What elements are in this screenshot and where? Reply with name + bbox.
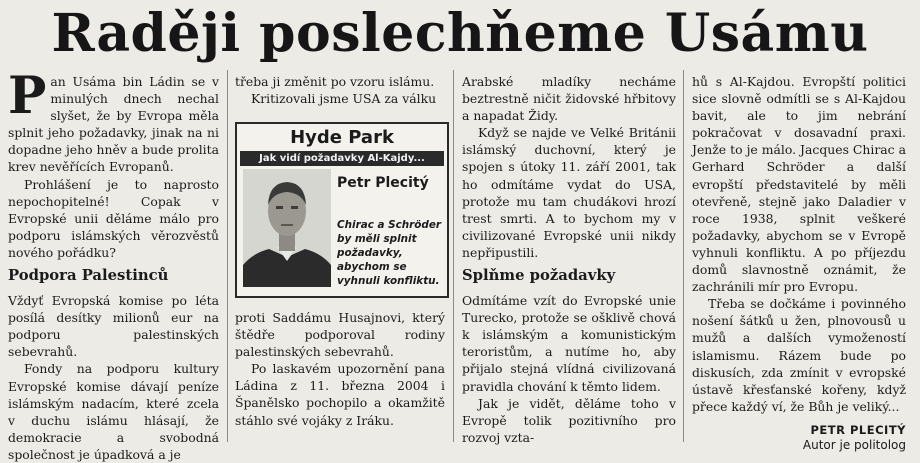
column-rule xyxy=(453,70,454,442)
section-heading: Podpora Palestinců xyxy=(8,267,169,285)
box-subtitle: Jak vidí požadavky Al-Kajdy... xyxy=(240,151,444,166)
paragraph: Třeba se dočkáme i povinného nošení šátků u žen, plnovousů u mužů a dalších vymožeností islamismu. Rázem bude po diskusích, zda zmínit v evropské ústavě křesťanské kořeny, když přece každý ví, že Bůh je veliký... xyxy=(692,296,906,414)
author-photo xyxy=(243,169,331,287)
box-author: Petr Plecitý xyxy=(337,175,429,191)
paragraph: proti Saddámu Husajnovi, který štědře podporoval rodiny palestinských sebevrahů. xyxy=(235,310,445,360)
column-rule xyxy=(683,70,684,442)
paragraph: Odmítáme vzít do Evropské unie Turecko, protože se ošklivě chová k islámským a komunistickým teroristům, a nutíme ho, aby přijalo stejná vlídná civilizovaná pravidla chování k těmto lidem. xyxy=(462,293,676,394)
author-role: Autor je politolog xyxy=(802,437,906,452)
paragraph: Prohlášení je to naprosto nepochopitelné! Copak v Evropské unii děláme málo pro podporu islámských věrozvěstů nového pořádku? xyxy=(8,176,219,260)
paragraph: Po laskavém upozornění pana Ládina z 11. března 2004 i Španělsko pochopilo a okamžitě stáhlo své vojáky z Iráku. xyxy=(235,361,445,428)
column-2-bottom xyxy=(235,309,445,429)
paragraph: hů s Al-Kajdou. Evropští politici sice slovně odmítli se s Al-Kajdou bavit, ale to jim nebrání pokračovat v dosavadní praxi. Jenže to je málo. Jacques Chirac a Gerhard Schröder a další evropští představitelé by měli otevřeně, stejně jako Daladier v roce 1938, splnit veškeré požadavky, abychom se v Evropě vyhnuli konfliktu. A po příjezdu domů slavnostně oznámit, že zachránili mír pro Evropu. xyxy=(692,74,906,295)
paragraph: třeba ji změnit po vzoru islámu. xyxy=(235,74,435,89)
signature xyxy=(692,423,906,453)
paragraph: Když se najde ve Velké Británii islámský duchovní, který je spojen s útoky 11. září 2001, tak ho odmítáme vydat do USA, protože mu tam chudákovi hrozí trest smrti. A to bychom my v civilizované Evropské unii nikdy nepřipustili. xyxy=(462,125,676,260)
box-quote: Chirac a Schröder by měli splnit požadavky, abychom se vyhnuli konfliktu. xyxy=(337,219,442,287)
column-1 xyxy=(8,66,219,463)
lead-paragraph: Pan Usáma bin Ládin se v minulých dnech nechal slyšet, že by Evropa měla splnit jeho požadavky, jinak na ni dopadne jeho hněv a bude prolita krev nevěřících Evropanů. xyxy=(8,66,219,175)
paragraph: Vždyť Evropská komise po léta posílá desítky milionů eur na podporu palestinských sebevrahů. xyxy=(8,293,219,360)
paragraph: Arabské mladíky necháme beztrestně ničit židovské hřbitovy a napadat Židy. xyxy=(462,74,676,124)
column-3 xyxy=(462,73,676,446)
headline: Raději poslechňeme Usámu xyxy=(51,3,869,64)
paragraph: Jak je vidět, děláme toho v Evropě tolik pozitivního pro rozvoj vzta- xyxy=(462,395,676,445)
portrait-image xyxy=(243,169,331,287)
paragraph: Fondy na podporu kultury Evropské komise dávají peníze islámským nadacím, které zcela v duchu islámu hlásají, že demokracie a svobodná společnost je úpadková a je xyxy=(8,361,219,462)
author-name: PETR PLECITÝ xyxy=(810,422,906,437)
column-rule xyxy=(227,70,228,442)
box-title: Hyde Park xyxy=(290,127,394,148)
hyde-park-box xyxy=(235,122,449,298)
paragraph: Kritizovali jsme USA za válku xyxy=(251,91,437,107)
section-heading: Splňme požadavky xyxy=(462,267,616,285)
drop-cap: P xyxy=(8,66,47,126)
column-4 xyxy=(692,73,906,453)
column-2-top xyxy=(235,73,445,107)
